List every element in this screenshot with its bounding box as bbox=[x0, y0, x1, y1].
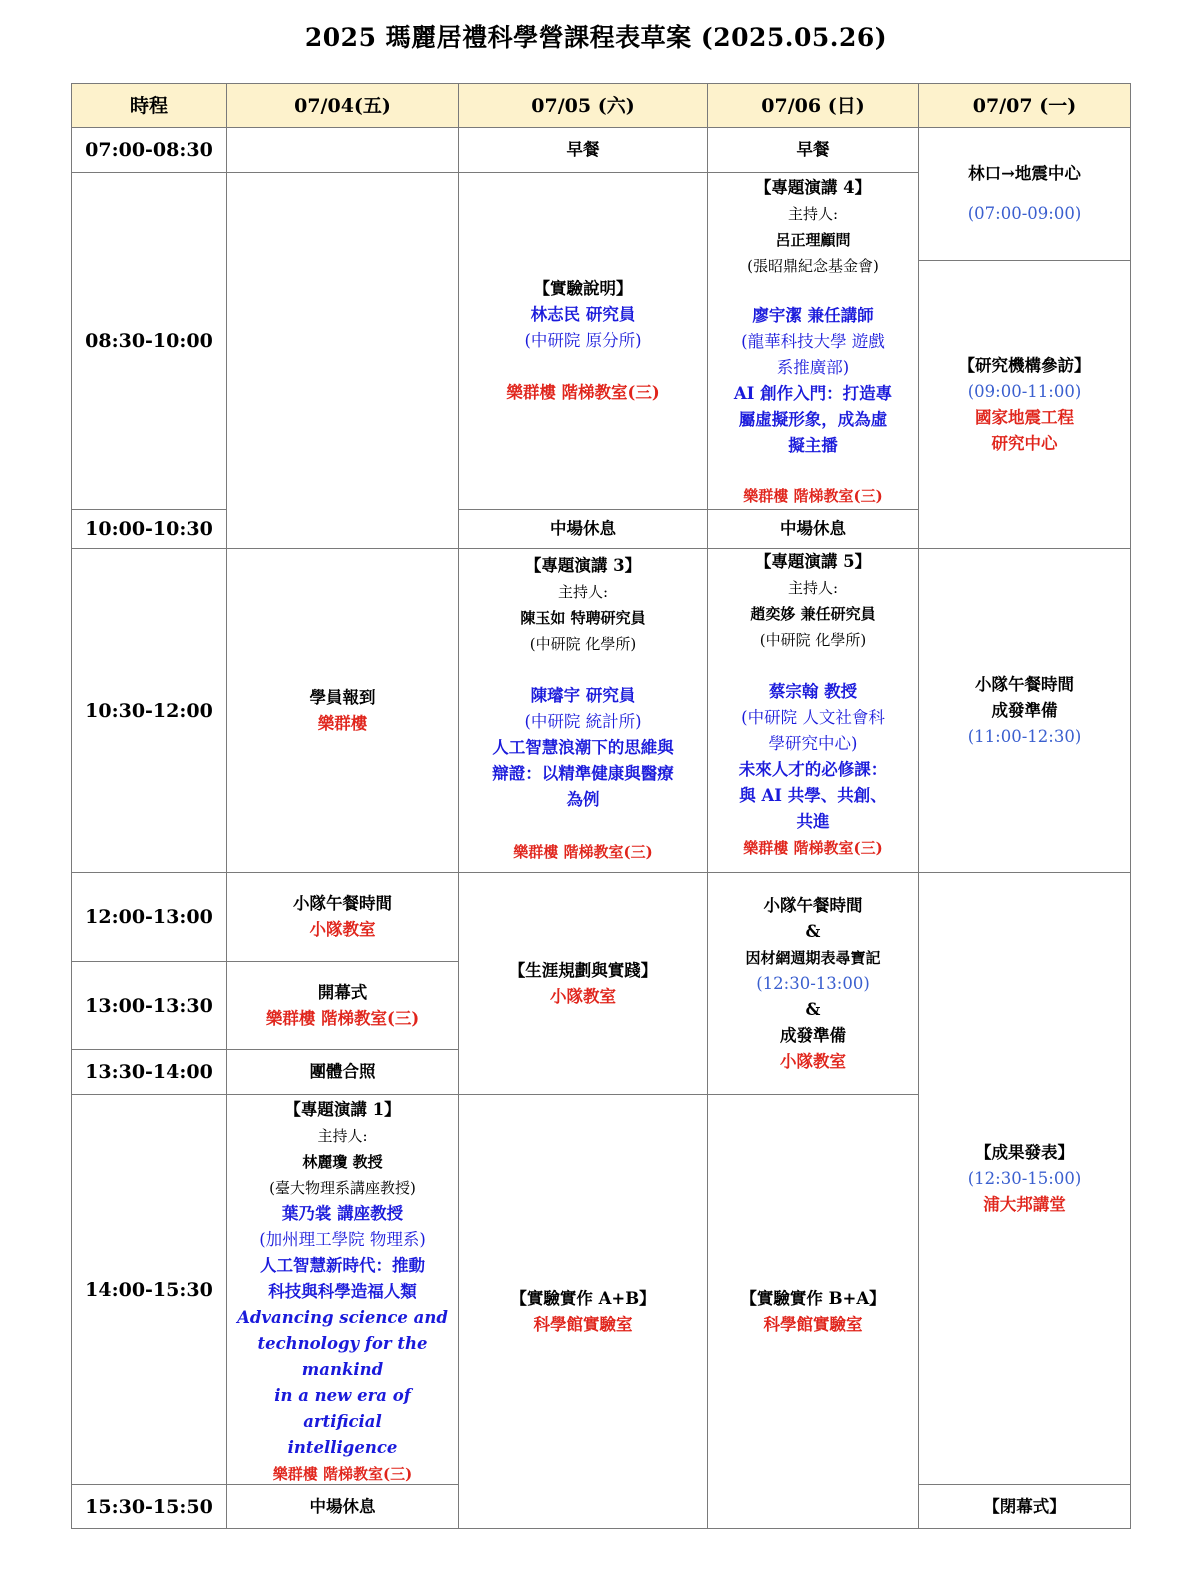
host-label: 主持人: bbox=[787, 205, 839, 223]
time-slot: 08:30-10:00 bbox=[71, 172, 227, 510]
group-photo-label: 團體合照 bbox=[309, 1062, 376, 1081]
d7-lunch-prep bbox=[918, 548, 1131, 873]
speaker-name: 葉乃裳 講座教授 bbox=[281, 1204, 404, 1223]
presentation-time: (12:30-15:00) bbox=[967, 1168, 1082, 1188]
d6-lab-practice bbox=[707, 1094, 919, 1529]
d4-talk-1 bbox=[226, 1094, 459, 1485]
d7-presentation bbox=[918, 872, 1131, 1485]
presentation-location: 浦大邦講堂 bbox=[983, 1194, 1066, 1214]
registration-label: 學員報到 bbox=[309, 687, 376, 707]
talk-topic-english: Advancing science and bbox=[237, 1308, 448, 1327]
d7-transfer bbox=[918, 127, 1131, 261]
prep-location: 小隊教室 bbox=[780, 1051, 846, 1071]
ampersand: & bbox=[805, 999, 821, 1019]
weekly-activity-time: (12:30-13:00) bbox=[756, 973, 870, 993]
lunch-label: 小隊午餐時間 bbox=[763, 895, 863, 915]
career-title: 【生涯規劃與實踐】 bbox=[508, 960, 658, 980]
lunch-time: (11:00-12:30) bbox=[967, 726, 1082, 746]
d7-institute-visit bbox=[918, 260, 1131, 549]
talk-topic: 人工智慧新時代：推動 bbox=[260, 1256, 425, 1275]
host-affiliation: (中研院 化學所) bbox=[759, 631, 867, 649]
experiment-location: 樂群樓 階梯教室(三) bbox=[506, 383, 660, 402]
d5-breakfast bbox=[458, 127, 708, 173]
host-affiliation: (臺大物理系講座教授) bbox=[269, 1179, 416, 1197]
talk-1-title: 【專題演講 1】 bbox=[284, 1100, 401, 1119]
d6-break bbox=[707, 509, 919, 549]
host-name: 林麗瓊 教授 bbox=[302, 1153, 383, 1171]
break-label: 中場休息 bbox=[550, 519, 616, 538]
d6-lunch-weekly-prep bbox=[707, 872, 919, 1095]
lab-location: 科學館實驗室 bbox=[533, 1314, 633, 1334]
lunch-label: 小隊午餐時間 bbox=[293, 894, 392, 913]
d6-breakfast bbox=[707, 127, 919, 173]
time-slot: 13:30-14:00 bbox=[71, 1049, 227, 1095]
talk-location: 樂群樓 階梯教室(三) bbox=[272, 1465, 413, 1483]
ampersand: & bbox=[805, 921, 821, 941]
d5-talk-3 bbox=[458, 548, 708, 873]
speaker-affiliation: 系推廣部) bbox=[776, 358, 850, 377]
talk-location: 樂群樓 階梯教室(三) bbox=[743, 839, 883, 857]
experiment-title: 【實驗說明】 bbox=[533, 279, 633, 298]
time-slot: 10:00-10:30 bbox=[71, 509, 227, 549]
career-location: 小隊教室 bbox=[550, 986, 616, 1006]
host-label: 主持人: bbox=[317, 1127, 368, 1145]
weekly-activity: 因材網週期表尋寶記 bbox=[745, 948, 881, 967]
time-slot: 14:00-15:30 bbox=[71, 1094, 227, 1485]
d6-talk-4 bbox=[707, 172, 919, 510]
lab-location: 科學館實驗室 bbox=[763, 1314, 863, 1334]
d4-team-lunch bbox=[226, 872, 459, 962]
header-day-0705: 07/05 (六) bbox=[458, 83, 708, 128]
header-day-0707: 07/07 (一) bbox=[918, 83, 1131, 128]
talk-topic: 人工智慧浪潮下的思維與 bbox=[492, 738, 674, 757]
speaker-name: 廖宇潔 兼任講師 bbox=[752, 306, 874, 325]
d6-talk-5 bbox=[707, 548, 919, 873]
prep-label: 成發準備 bbox=[780, 1025, 846, 1045]
visit-title: 【研究機構參訪】 bbox=[958, 355, 1091, 375]
header-time: 時程 bbox=[71, 83, 227, 128]
lunch-label: 小隊午餐時間 bbox=[975, 674, 1074, 694]
visit-time: (09:00-11:00) bbox=[967, 381, 1082, 401]
talk-5-title: 【專題演講 5】 bbox=[754, 552, 872, 571]
d5-lab-practice bbox=[458, 1094, 708, 1529]
speaker-name: 林志民 研究員 bbox=[530, 305, 636, 324]
talk-topic: 未來人才的必修課： bbox=[738, 760, 888, 779]
host-name: 陳玉如 特聘研究員 bbox=[520, 609, 646, 627]
talk-topic: 共進 bbox=[796, 812, 830, 831]
visit-location: 國家地震工程 bbox=[975, 407, 1074, 427]
talk-4-title: 【專題演講 4】 bbox=[754, 178, 872, 197]
host-label: 主持人: bbox=[557, 583, 609, 601]
registration-location: 樂群樓 bbox=[317, 713, 368, 733]
d4-group-photo bbox=[226, 1049, 459, 1095]
d5-career-planning bbox=[458, 872, 708, 1095]
prep-label: 成發準備 bbox=[991, 700, 1058, 720]
talk-topic-english: intelligence bbox=[287, 1438, 398, 1457]
talk-location: 樂群樓 階梯教室(三) bbox=[513, 843, 653, 861]
break-label: 中場休息 bbox=[780, 519, 846, 538]
visit-location: 研究中心 bbox=[991, 433, 1058, 453]
d4-registration bbox=[226, 548, 459, 873]
breakfast-label: 早餐 bbox=[566, 140, 600, 159]
talk-location: 樂群樓 階梯教室(三) bbox=[743, 487, 883, 505]
talk-topic: 與 AI 共學、共創、 bbox=[739, 786, 887, 805]
speaker-affiliation: (中研院 原分所) bbox=[524, 331, 642, 350]
lab-title: 【實驗實作 A+B】 bbox=[510, 1288, 656, 1308]
talk-topic: 辯證：以精準健康與醫療 bbox=[492, 764, 674, 783]
host-name: 趙奕姼 兼任研究員 bbox=[750, 605, 876, 623]
speaker-affiliation: (中研院 人文社會科 bbox=[741, 708, 885, 727]
closing-label: 【閉幕式】 bbox=[983, 1496, 1066, 1516]
host-name: 呂正理顧問 bbox=[775, 231, 851, 249]
time-slot: 10:30-12:00 bbox=[71, 548, 227, 873]
d4-break bbox=[226, 1484, 459, 1529]
d5-experiment-briefing bbox=[458, 172, 708, 510]
lunch-location: 小隊教室 bbox=[309, 920, 376, 939]
speaker-affiliation: 學研究中心) bbox=[768, 734, 858, 753]
speaker-name: 蔡宗翰 教授 bbox=[768, 682, 858, 701]
d4-opening-ceremony bbox=[226, 961, 459, 1050]
breakfast-label: 早餐 bbox=[796, 140, 830, 159]
speaker-affiliation: (加州理工學院 物理系) bbox=[259, 1230, 426, 1249]
talk-topic: AI 創作入門：打造專 bbox=[733, 384, 893, 403]
time-slot: 07:00-08:30 bbox=[71, 127, 227, 173]
speaker-affiliation: (中研院 統計所) bbox=[524, 712, 642, 731]
talk-3-title: 【專題演講 3】 bbox=[524, 556, 642, 575]
d4-empty-morning bbox=[226, 127, 459, 173]
time-slot: 13:00-13:30 bbox=[71, 961, 227, 1050]
speaker-name: 陳璿宇 研究員 bbox=[530, 686, 636, 705]
time-slot: 15:30-15:50 bbox=[71, 1484, 227, 1529]
d4-empty-block bbox=[226, 172, 459, 549]
break-label: 中場休息 bbox=[309, 1496, 376, 1516]
speaker-affiliation: (龍華科技大學 遊戲 bbox=[741, 332, 885, 351]
talk-topic-english: in a new era of artificial bbox=[274, 1386, 411, 1431]
host-label: 主持人: bbox=[787, 579, 839, 597]
lab-title: 【實驗實作 B+A】 bbox=[740, 1288, 886, 1308]
header-day-0704: 07/04(五) bbox=[226, 83, 459, 128]
time-slot: 12:00-13:00 bbox=[71, 872, 227, 962]
talk-topic: 為例 bbox=[566, 790, 600, 809]
transfer-time: (07:00-09:00) bbox=[967, 204, 1082, 223]
talk-topic-english: technology for the mankind bbox=[257, 1334, 428, 1379]
page-title: 2025 瑪麗居禮科學營課程表草案 (2025.05.26) bbox=[304, 23, 888, 52]
transfer-label: 林口→地震中心 bbox=[968, 164, 1081, 183]
host-affiliation: (張昭鼎紀念基金會) bbox=[747, 257, 879, 275]
talk-topic: 屬虛擬形象，成為虛 bbox=[738, 410, 888, 429]
header-day-0706: 07/06 (日) bbox=[707, 83, 919, 128]
presentation-title: 【成果發表】 bbox=[975, 1142, 1074, 1162]
d7-closing-ceremony bbox=[918, 1484, 1131, 1529]
d5-break bbox=[458, 509, 708, 549]
opening-location: 樂群樓 階梯教室(三) bbox=[265, 1008, 420, 1028]
host-affiliation: (中研院 化學所) bbox=[529, 635, 637, 653]
talk-topic: 擬主播 bbox=[788, 436, 838, 455]
opening-label: 開幕式 bbox=[317, 982, 368, 1002]
talk-topic: 科技與科學造福人類 bbox=[268, 1282, 417, 1301]
